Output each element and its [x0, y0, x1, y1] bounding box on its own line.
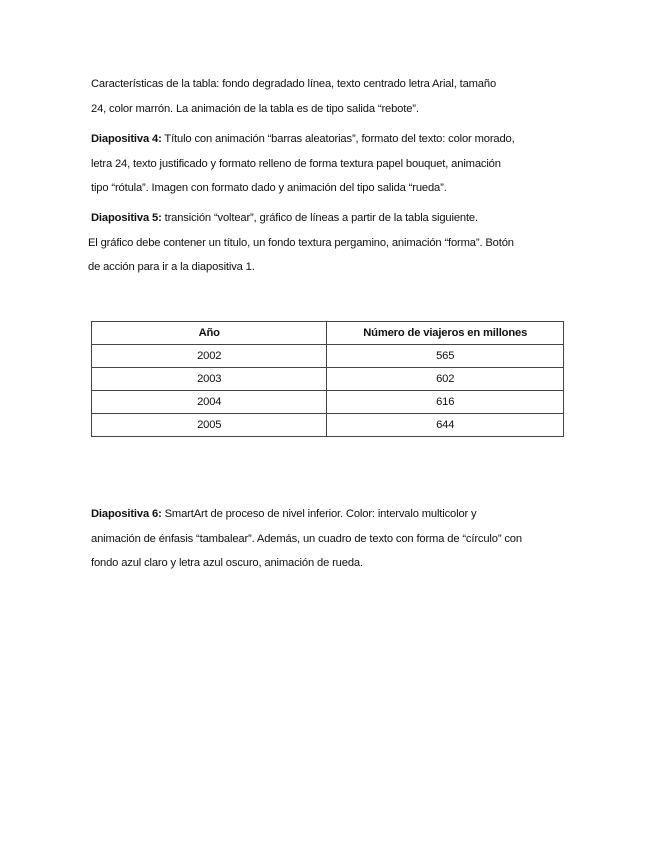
slide-6-paragraph [88, 502, 578, 576]
table-cell-travelers: 616 [327, 391, 564, 414]
slide-4-label: Diapositiva 4: [91, 133, 162, 145]
paragraph-text: SmartArt de proceso de nivel inferior. Color: intervalo multicolor y [161, 508, 477, 520]
table-row [92, 414, 564, 437]
table-cell-year: 2005 [92, 414, 327, 437]
paragraph-text: transición “voltear”, gráfico de líneas a partir de la tabla siguiente. [161, 212, 478, 224]
table-row [92, 391, 564, 414]
table-cell-year: 2004 [92, 391, 327, 414]
paragraph-text: Título con animación “barras aleatorias”, formato del texto: color morado, [161, 133, 515, 145]
travelers-table [91, 321, 564, 437]
slide-4-paragraph [88, 127, 578, 201]
table-row [92, 368, 564, 391]
paragraph-line: tipo “rótula”. Imagen con formato dado y animación del tipo salida “rueda”. [91, 182, 447, 194]
slide-5-label: Diapositiva 5: [91, 212, 162, 224]
table-cell-travelers: 565 [327, 345, 564, 368]
paragraph-line: fondo azul claro y letra azul oscuro, animación de rueda. [91, 557, 363, 569]
slide-5-paragraph [88, 206, 578, 280]
paragraph-line: El gráfico debe contener un título, un fondo textura pergamino, animación “forma”. Botón [88, 236, 514, 249]
paragraph-line: 24, color marrón. La animación de la tabla es de tipo salida “rebote”. [91, 102, 419, 115]
paragraph-line [88, 206, 578, 231]
paragraph-line: de acción para ir a la diapositiva 1. [88, 261, 255, 273]
table-cell-travelers: 602 [327, 368, 564, 391]
table-cell-travelers: 644 [327, 414, 564, 437]
table-header-row [92, 322, 564, 345]
table-cell-year: 2002 [92, 345, 327, 368]
table-characteristics-paragraph [88, 72, 578, 121]
paragraph-line [88, 127, 578, 152]
paragraph-line: letra 24, texto justificado y formato relleno de forma textura papel bouquet, animación [91, 157, 501, 170]
header-year: Año [92, 322, 327, 345]
paragraph-line: Características de la tabla: fondo degradado línea, texto centrado letra Arial, tamaño [91, 78, 497, 90]
slide-6-label: Diapositiva 6: [91, 508, 162, 520]
paragraph-line: animación de énfasis “tambalear”. Además, un cuadro de texto con forma de “círculo” con [91, 532, 522, 545]
header-travelers: Número de viajeros en millones [327, 322, 564, 345]
table-row [92, 345, 564, 368]
paragraph-line [88, 502, 578, 527]
table-cell-year: 2003 [92, 368, 327, 391]
